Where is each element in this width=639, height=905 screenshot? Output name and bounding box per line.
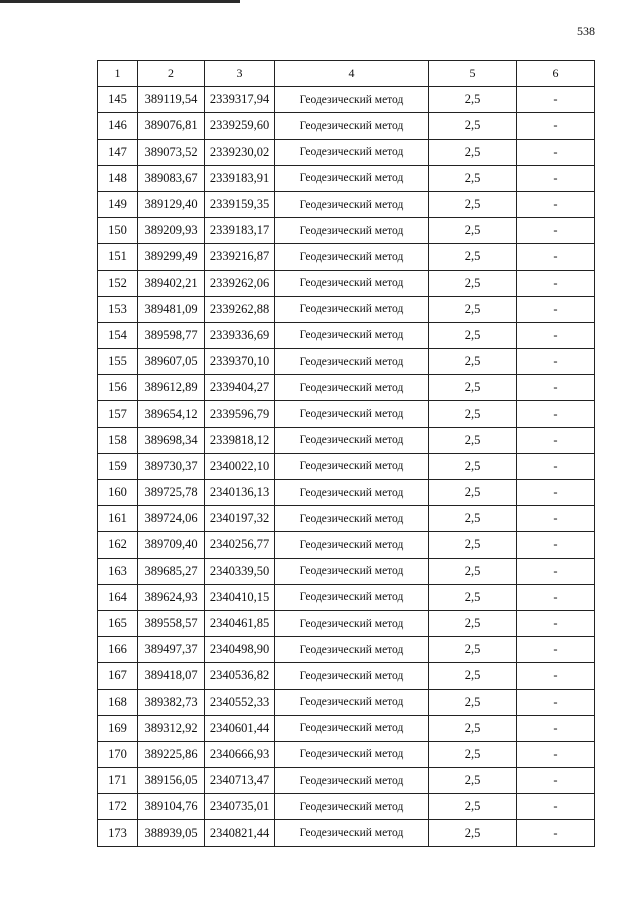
cell-point-number: 166 [98,637,138,663]
cell-point-number: 162 [98,532,138,558]
cell-method: Геодезический метод [275,480,429,506]
cell-method: Геодезический метод [275,165,429,191]
cell-coord-x: 389209,93 [138,218,205,244]
cell-method: Геодезический метод [275,453,429,479]
table-row [98,794,595,820]
cell-coord-y: 2340735,01 [205,794,275,820]
cell-point-number: 154 [98,322,138,348]
cell-coord-x: 389299,49 [138,244,205,270]
cell-method: Геодезический метод [275,506,429,532]
cell-point-number: 161 [98,506,138,532]
cell-coord-x: 389698,34 [138,427,205,453]
cell-coord-y: 2339317,94 [205,87,275,113]
cell-note: - [517,689,595,715]
cell-point-number: 155 [98,349,138,375]
cell-coord-x: 389156,05 [138,768,205,794]
cell-accuracy: 2,5 [429,322,517,348]
cell-note: - [517,480,595,506]
table-row [98,715,595,741]
cell-accuracy: 2,5 [429,794,517,820]
cell-accuracy: 2,5 [429,427,517,453]
cell-point-number: 149 [98,191,138,217]
cell-coord-x: 389624,93 [138,584,205,610]
cell-accuracy: 2,5 [429,218,517,244]
cell-note: - [517,270,595,296]
cell-accuracy: 2,5 [429,532,517,558]
cell-point-number: 153 [98,296,138,322]
cell-method: Геодезический метод [275,401,429,427]
cell-accuracy: 2,5 [429,113,517,139]
cell-accuracy: 2,5 [429,296,517,322]
cell-coord-x: 389402,21 [138,270,205,296]
cell-accuracy: 2,5 [429,191,517,217]
cell-accuracy: 2,5 [429,820,517,846]
cell-coord-x: 389724,06 [138,506,205,532]
cell-coord-y: 2339818,12 [205,427,275,453]
cell-method: Геодезический метод [275,113,429,139]
cell-point-number: 164 [98,584,138,610]
cell-point-number: 170 [98,741,138,767]
header-col-1: 1 [98,61,138,87]
cell-coord-y: 2340666,93 [205,741,275,767]
cell-coord-x: 389730,37 [138,453,205,479]
header-row [98,61,595,87]
cell-method: Геодезический метод [275,663,429,689]
table-row [98,820,595,846]
table-row [98,741,595,767]
cell-coord-x: 389725,78 [138,480,205,506]
cell-point-number: 172 [98,794,138,820]
cell-point-number: 173 [98,820,138,846]
cell-note: - [517,794,595,820]
page-number: 538 [577,24,595,38]
cell-coord-y: 2339596,79 [205,401,275,427]
cell-note: - [517,244,595,270]
cell-note: - [517,637,595,663]
cell-accuracy: 2,5 [429,480,517,506]
cell-coord-y: 2340339,50 [205,558,275,584]
cell-method: Геодезический метод [275,794,429,820]
cell-point-number: 171 [98,768,138,794]
cell-note: - [517,427,595,453]
cell-point-number: 148 [98,165,138,191]
cell-accuracy: 2,5 [429,165,517,191]
table-row [98,165,595,191]
table-header [98,61,595,87]
coordinates-table [97,60,595,847]
cell-coord-x: 389709,40 [138,532,205,558]
cell-note: - [517,715,595,741]
cell-point-number: 145 [98,87,138,113]
cell-point-number: 151 [98,244,138,270]
cell-method: Геодезический метод [275,375,429,401]
cell-point-number: 163 [98,558,138,584]
cell-point-number: 156 [98,375,138,401]
cell-method: Геодезический метод [275,218,429,244]
header-col-6: 6 [517,61,595,87]
header-col-3: 3 [205,61,275,87]
cell-point-number: 160 [98,480,138,506]
cell-point-number: 158 [98,427,138,453]
cell-note: - [517,768,595,794]
cell-coord-y: 2339230,02 [205,139,275,165]
cell-coord-x: 389073,52 [138,139,205,165]
cell-coord-y: 2339262,88 [205,296,275,322]
cell-coord-y: 2340197,32 [205,506,275,532]
cell-accuracy: 2,5 [429,244,517,270]
cell-coord-x: 389598,77 [138,322,205,348]
table-row [98,218,595,244]
cell-point-number: 147 [98,139,138,165]
cell-coord-y: 2339259,60 [205,113,275,139]
cell-coord-x: 389418,07 [138,663,205,689]
cell-coord-y: 2339159,35 [205,191,275,217]
table-row [98,349,595,375]
cell-method: Геодезический метод [275,191,429,217]
cell-note: - [517,191,595,217]
cell-accuracy: 2,5 [429,768,517,794]
cell-accuracy: 2,5 [429,270,517,296]
cell-accuracy: 2,5 [429,610,517,636]
table-row [98,87,595,113]
table-row [98,532,595,558]
cell-method: Геодезический метод [275,270,429,296]
table-row [98,506,595,532]
cell-method: Геодезический метод [275,820,429,846]
table-row [98,689,595,715]
header-col-2: 2 [138,61,205,87]
cell-method: Геодезический метод [275,532,429,558]
cell-point-number: 157 [98,401,138,427]
cell-coord-y: 2340552,33 [205,689,275,715]
cell-coord-y: 2340461,85 [205,610,275,636]
cell-coord-x: 389497,37 [138,637,205,663]
table-row [98,113,595,139]
cell-note: - [517,165,595,191]
cell-accuracy: 2,5 [429,741,517,767]
scan-edge-mark [0,0,240,3]
table-row [98,768,595,794]
cell-accuracy: 2,5 [429,584,517,610]
cell-coord-x: 389607,05 [138,349,205,375]
cell-coord-x: 389382,73 [138,689,205,715]
cell-accuracy: 2,5 [429,349,517,375]
cell-coord-x: 389076,81 [138,113,205,139]
header-col-4: 4 [275,61,429,87]
cell-coord-x: 389104,76 [138,794,205,820]
cell-note: - [517,139,595,165]
cell-note: - [517,87,595,113]
cell-method: Геодезический метод [275,558,429,584]
cell-method: Геодезический метод [275,349,429,375]
cell-note: - [517,820,595,846]
cell-note: - [517,218,595,244]
cell-method: Геодезический метод [275,244,429,270]
cell-coord-x: 389225,86 [138,741,205,767]
cell-point-number: 150 [98,218,138,244]
cell-coord-y: 2340601,44 [205,715,275,741]
cell-point-number: 169 [98,715,138,741]
cell-accuracy: 2,5 [429,715,517,741]
cell-coord-x: 389654,12 [138,401,205,427]
cell-accuracy: 2,5 [429,506,517,532]
cell-method: Геодезический метод [275,296,429,322]
cell-coord-x: 389558,57 [138,610,205,636]
cell-coord-x: 388939,05 [138,820,205,846]
cell-note: - [517,113,595,139]
cell-note: - [517,453,595,479]
table-row [98,322,595,348]
table-row [98,401,595,427]
cell-note: - [517,375,595,401]
cell-coord-y: 2340821,44 [205,820,275,846]
table-row [98,453,595,479]
cell-accuracy: 2,5 [429,375,517,401]
cell-coord-x: 389481,09 [138,296,205,322]
cell-accuracy: 2,5 [429,401,517,427]
table-row [98,375,595,401]
cell-method: Геодезический метод [275,322,429,348]
table-row [98,558,595,584]
cell-note: - [517,532,595,558]
cell-point-number: 165 [98,610,138,636]
cell-method: Геодезический метод [275,637,429,663]
cell-method: Геодезический метод [275,610,429,636]
cell-coord-y: 2340498,90 [205,637,275,663]
cell-coord-x: 389312,92 [138,715,205,741]
cell-coord-y: 2339336,69 [205,322,275,348]
cell-note: - [517,558,595,584]
cell-accuracy: 2,5 [429,87,517,113]
cell-note: - [517,296,595,322]
cell-method: Геодезический метод [275,768,429,794]
table-row [98,637,595,663]
cell-coord-y: 2339183,91 [205,165,275,191]
table-row [98,663,595,689]
table-row [98,270,595,296]
cell-note: - [517,322,595,348]
table-row [98,610,595,636]
cell-accuracy: 2,5 [429,139,517,165]
table-row [98,191,595,217]
cell-point-number: 152 [98,270,138,296]
cell-coord-y: 2340256,77 [205,532,275,558]
cell-note: - [517,741,595,767]
cell-note: - [517,610,595,636]
cell-accuracy: 2,5 [429,453,517,479]
cell-coord-x: 389119,54 [138,87,205,113]
header-col-5: 5 [429,61,517,87]
cell-point-number: 167 [98,663,138,689]
table-row [98,244,595,270]
cell-coord-x: 389129,40 [138,191,205,217]
cell-method: Геодезический метод [275,584,429,610]
cell-method: Геодезический метод [275,139,429,165]
cell-coord-y: 2340713,47 [205,768,275,794]
cell-coord-y: 2340410,15 [205,584,275,610]
cell-method: Геодезический метод [275,87,429,113]
cell-method: Геодезический метод [275,427,429,453]
cell-coord-y: 2339216,87 [205,244,275,270]
cell-coord-y: 2340022,10 [205,453,275,479]
cell-coord-y: 2340136,13 [205,480,275,506]
cell-coord-y: 2339183,17 [205,218,275,244]
table-row [98,139,595,165]
cell-coord-x: 389612,89 [138,375,205,401]
table-row [98,480,595,506]
cell-accuracy: 2,5 [429,558,517,584]
cell-accuracy: 2,5 [429,637,517,663]
table-body [98,87,595,846]
cell-coord-y: 2340536,82 [205,663,275,689]
cell-coord-y: 2339404,27 [205,375,275,401]
table-row [98,584,595,610]
cell-note: - [517,401,595,427]
cell-accuracy: 2,5 [429,663,517,689]
cell-point-number: 168 [98,689,138,715]
cell-note: - [517,506,595,532]
cell-note: - [517,349,595,375]
cell-note: - [517,584,595,610]
cell-method: Геодезический метод [275,715,429,741]
cell-point-number: 159 [98,453,138,479]
cell-note: - [517,663,595,689]
cell-coord-x: 389083,67 [138,165,205,191]
cell-accuracy: 2,5 [429,689,517,715]
cell-coord-y: 2339262,06 [205,270,275,296]
table-row [98,427,595,453]
cell-method: Геодезический метод [275,741,429,767]
table-row [98,296,595,322]
cell-coord-y: 2339370,10 [205,349,275,375]
cell-method: Геодезический метод [275,689,429,715]
cell-point-number: 146 [98,113,138,139]
cell-coord-x: 389685,27 [138,558,205,584]
